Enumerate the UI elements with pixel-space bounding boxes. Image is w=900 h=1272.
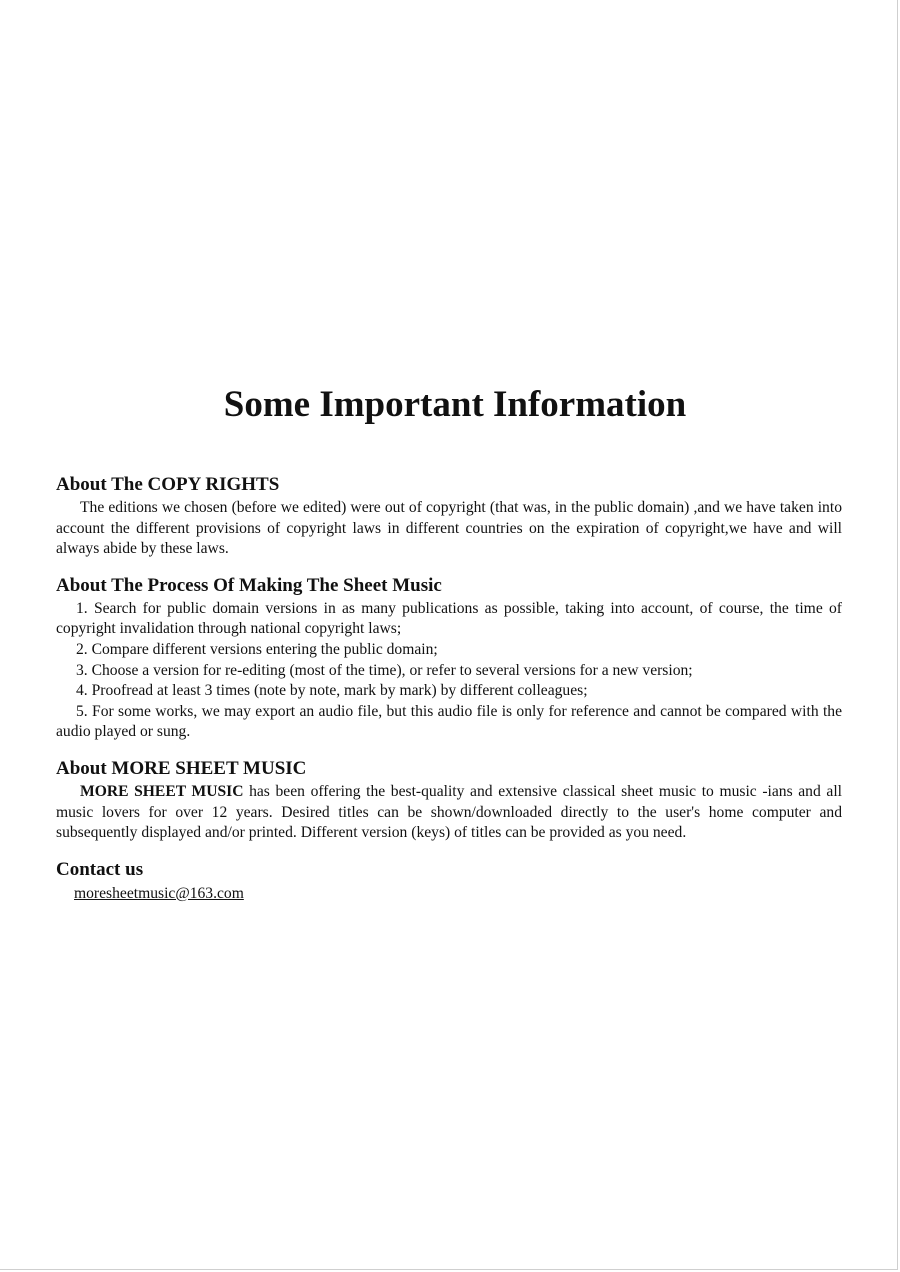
process-step-4: 4. Proofread at least 3 times (note by note, mark by mark) by different colleagues; [76,682,588,700]
process-section [56,573,842,743]
copyright-section [56,472,842,560]
contact-email-link[interactable]: moresheetmusic@163.com [74,884,244,902]
about-section [56,756,842,844]
copyright-heading: About The COPY RIGHTS [56,474,280,495]
about-description: has been offering the best-quality and extensive classical sheet music to music -ians and all music lovers for over 12 years. Desired titles can be shown/downloaded directly to the user's home computer and subsequently displayed and/or printed. Different version (keys) of titles can be provided as you need. [56,782,842,842]
about-heading: About MORE SHEET MUSIC [56,757,307,779]
process-step-1: 1. Search for public domain versions in as many publications as possible, taking into account, of course, the time of copyright invalidation through national copyright laws; [56,599,842,638]
contact-heading: Contact us [56,858,144,880]
process-step-5: 5. For some works, we may export an audio file, but this audio file is only for reference and cannot be compared with the audio played or sung. [56,702,842,741]
process-step-2: 2. Compare different versions entering the public domain; [76,640,438,658]
about-text [56,782,842,844]
process-step-3: 3. Choose a version for re-editing (most of the time), or refer to several versions for a new version; [76,661,693,679]
brand-name: MORE SHEET MUSIC [80,782,244,800]
process-heading: About The Process Of Making The Sheet Music [56,574,442,596]
page-content [56,472,842,918]
page-title: Some Important Information [223,384,687,425]
copyright-text: The editions we chosen (before we edited) were out of copyright (that was, in the public domain) ,and we have taken into account the different provisions of copyright laws in different countries on the expiration of copyright,we have and will always abide by these laws. [56,499,842,558]
contact-section [56,857,842,905]
